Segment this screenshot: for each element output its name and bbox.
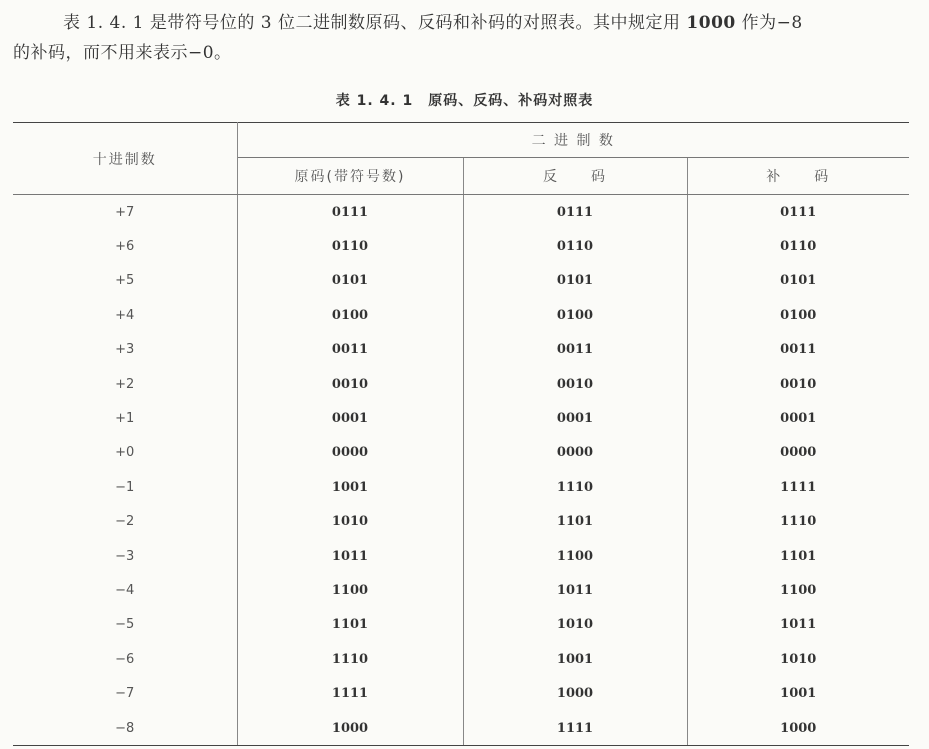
table-row [13, 539, 909, 573]
cell-original-code: 1111 [237, 676, 463, 710]
cell-decimal: −6 [13, 642, 237, 676]
header-ones-complement: 反 码 [463, 158, 687, 195]
cell-twos-complement: 1001 [780, 686, 817, 702]
cell-twos-complement: 0110 [780, 239, 817, 255]
cell-twos-complement: 0101 [780, 273, 817, 289]
cell-twos-complement: 0100 [780, 307, 817, 323]
table-caption: 表 1. 4. 1 原码、反码、补码对照表 [335, 93, 594, 109]
cell-original-code: 0100 [237, 298, 463, 332]
cell-decimal: −1 [13, 470, 237, 504]
cell-ones-complement: 1111 [463, 711, 687, 746]
cell-decimal: −2 [13, 505, 237, 539]
cell-original-code: 0011 [237, 333, 463, 367]
cell-decimal: −3 [13, 539, 237, 573]
cell-original-code: 1010 [237, 505, 463, 539]
cell-decimal: −7 [13, 676, 237, 710]
cell-decimal: −5 [13, 608, 237, 642]
cell-twos-complement: 0011 [780, 342, 817, 358]
cell-twos-complement: 1111 [780, 479, 817, 495]
cell-twos-complement: 1101 [780, 548, 817, 564]
cell-decimal: −4 [13, 573, 237, 607]
cell-ones-complement: 1011 [463, 573, 687, 607]
cell-ones-complement: 0001 [463, 401, 687, 435]
cell-decimal: +0 [13, 436, 237, 470]
cell-ones-complement: 1110 [463, 470, 687, 504]
cell-ones-complement: 0010 [463, 367, 687, 401]
cell-decimal: +5 [13, 264, 237, 298]
table-row [13, 676, 909, 710]
cell-original-code: 1001 [237, 470, 463, 504]
header-binary-group: 二 进 制 数 [237, 123, 909, 158]
table-row [13, 436, 909, 470]
cell-decimal: +3 [13, 333, 237, 367]
cell-twos-complement: 0001 [780, 411, 817, 427]
cell-twos-complement: 0010 [780, 376, 817, 392]
table-row [13, 367, 909, 401]
cell-original-code: 1100 [237, 573, 463, 607]
cell-decimal: +1 [13, 401, 237, 435]
intro-paragraph [13, 8, 918, 68]
cell-ones-complement: 1000 [463, 676, 687, 710]
cell-ones-complement: 1001 [463, 642, 687, 676]
table-row [13, 401, 909, 435]
cell-twos-complement: 1010 [780, 651, 817, 667]
cell-ones-complement: 0110 [463, 229, 687, 263]
table-header [13, 123, 909, 195]
cell-decimal: +2 [13, 367, 237, 401]
cell-twos-complement: 0000 [780, 445, 817, 461]
cell-ones-complement: 0100 [463, 298, 687, 332]
cell-twos-complement: 1000 [687, 711, 909, 746]
table-row [13, 229, 909, 263]
conversion-table [13, 122, 909, 746]
cell-original-code: 1000 [237, 711, 463, 746]
cell-ones-complement: 0111 [463, 195, 687, 230]
header-decimal: 十进制数 [13, 123, 237, 195]
cell-ones-complement: 0101 [463, 264, 687, 298]
table-row [13, 505, 909, 539]
cell-original-code: 1101 [237, 608, 463, 642]
header-twos-complement: 补 码 [687, 158, 909, 195]
cell-original-code: 0111 [237, 195, 463, 230]
cell-decimal: +4 [13, 298, 237, 332]
table-row [13, 298, 909, 332]
cell-twos-complement: 0111 [780, 204, 817, 220]
cell-ones-complement: 1010 [463, 608, 687, 642]
table-row [13, 264, 909, 298]
cell-ones-complement: 0000 [463, 436, 687, 470]
table-row [13, 642, 909, 676]
cell-original-code: 0010 [237, 367, 463, 401]
intro-line-2: 的补码，而不用来表示−0。 [13, 43, 232, 63]
cell-ones-complement: 1101 [463, 505, 687, 539]
cell-original-code: 0101 [237, 264, 463, 298]
table-row [13, 470, 909, 504]
cell-twos-complement: 1011 [780, 617, 817, 633]
table-row [13, 573, 909, 607]
table-row [13, 195, 909, 230]
intro-line-1 [13, 8, 918, 38]
cell-decimal: +7 [13, 195, 237, 230]
cell-ones-complement: 1100 [463, 539, 687, 573]
cell-original-code: 0001 [237, 401, 463, 435]
table-body [13, 195, 909, 746]
table-row [13, 608, 909, 642]
header-original-code: 原码(带符号数) [237, 158, 463, 195]
cell-decimal: +6 [13, 229, 237, 263]
intro-text-b: 作为−8 [735, 13, 803, 33]
cell-twos-complement: 1100 [780, 582, 817, 598]
cell-original-code: 1110 [237, 642, 463, 676]
table-row [13, 711, 909, 746]
cell-original-code: 0000 [237, 436, 463, 470]
cell-twos-complement: 1110 [780, 514, 817, 530]
cell-decimal: −8 [13, 711, 237, 746]
intro-bold-value: 1000 [686, 13, 736, 33]
table-row [13, 333, 909, 367]
cell-original-code: 0110 [237, 229, 463, 263]
cell-ones-complement: 0011 [463, 333, 687, 367]
intro-text-a: 表 1. 4. 1 是带符号位的 3 位二进制数原码、反码和补码的对照表。其中规定用 [63, 13, 687, 33]
cell-original-code: 1011 [237, 539, 463, 573]
